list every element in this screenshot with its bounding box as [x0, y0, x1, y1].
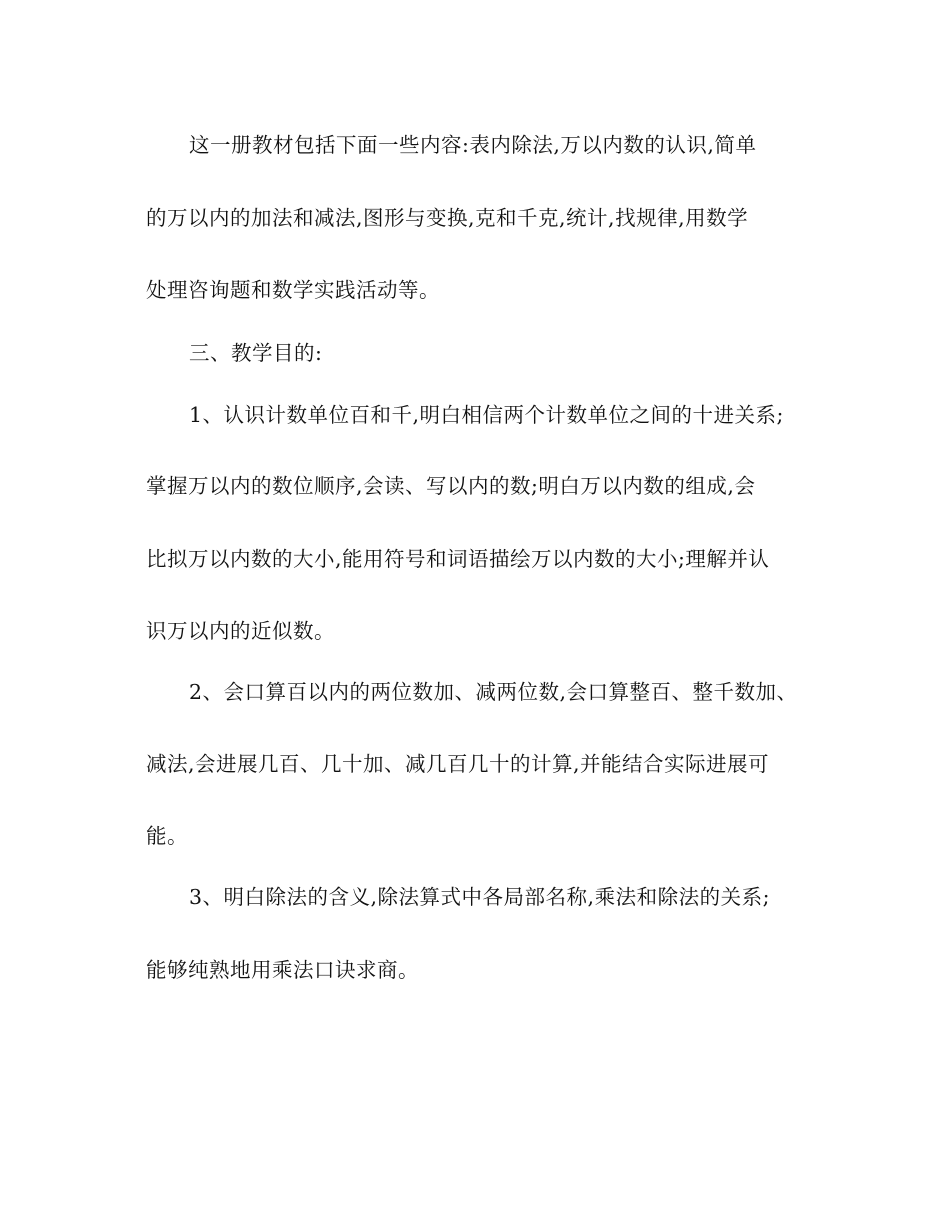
paragraph-1-line-2: 的万以内的加法和减法,图形与变换,克和千克,统计,找规律,用数学 — [146, 206, 749, 230]
goal-2-line-2: 减法,会进展几百、几十加、减几百几十的计算,并能结合实际进展可 — [146, 752, 770, 776]
goal-1-line-4: 识万以内的近似数。 — [146, 619, 335, 643]
goal-1-line-2: 掌握万以内的数位顺序,会读、写以内的数;明白万以内数的组成,会 — [146, 474, 756, 498]
section-heading: 三、教学目的: — [189, 341, 323, 365]
paragraph-1-line-1: 这一册教材包括下面一些内容:表内除法,万以内数的认识,简单 — [189, 133, 757, 157]
paragraph-1-line-3: 处理咨询题和数学实践活动等。 — [146, 278, 440, 302]
goal-2-line-3: 能。 — [146, 824, 188, 848]
goal-1-line-3: 比拟万以内数的大小,能用符号和词语描绘万以内数的大小;理解并认 — [146, 547, 770, 571]
goal-2-line-1: 2、会口算百以内的两位数加、减两位数,会口算整百、整千数加、 — [189, 680, 798, 704]
goal-3-line-2: 能够纯熟地用乘法口诀求商。 — [146, 958, 419, 982]
goal-1-line-1: 1、认识计数单位百和千,明白相信两个计数单位之间的十进关系; — [189, 403, 784, 427]
goal-3-line-1: 3、明白除法的含义,除法算式中各局部名称,乘法和除法的关系; — [189, 885, 770, 909]
